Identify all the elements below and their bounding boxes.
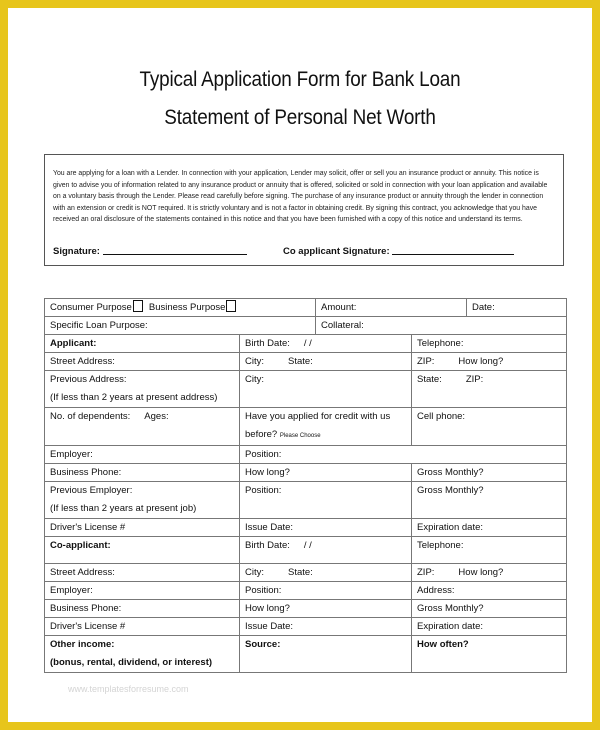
document-subtitle: Statement of Personal Net Worth <box>164 106 436 129</box>
purpose-cell <box>45 299 316 317</box>
signature-label: Signature: <box>53 246 100 257</box>
applied-before-cell[interactable] <box>240 408 412 446</box>
co-business-phone-label: Business Phone: <box>50 603 122 614</box>
business-phone-cell[interactable] <box>45 464 240 482</box>
date-label: Date: <box>472 302 495 313</box>
co-telephone-cell[interactable] <box>412 537 567 564</box>
co-employer-label: Employer: <box>50 585 93 596</box>
table-row <box>45 519 567 537</box>
specific-purpose-label: Specific Loan Purpose: <box>50 320 148 331</box>
table-row <box>45 618 567 636</box>
cell-phone-label: Cell phone: <box>417 411 466 422</box>
insurance-notice-box <box>44 154 564 266</box>
please-choose-select[interactable]: Please Choose <box>279 433 321 439</box>
co-employer-cell[interactable] <box>45 582 240 600</box>
signature-field[interactable] <box>53 246 247 257</box>
table-row <box>45 636 567 673</box>
co-position-label: Position: <box>245 585 282 596</box>
previous-position-cell[interactable] <box>240 482 412 519</box>
how-long-label: How long? <box>458 356 504 367</box>
table-row <box>45 408 567 446</box>
collateral-label: Collateral: <box>321 320 364 331</box>
birth-date-label: Birth Date: <box>245 338 290 349</box>
table-row <box>45 482 567 519</box>
previous-address-label: Previous Address: <box>50 374 127 385</box>
dependents-cell[interactable] <box>45 408 240 446</box>
previous-position-label: Position: <box>245 485 282 496</box>
co-how-long-label: How long? <box>458 567 504 578</box>
expiration-date-label: Expiration date: <box>417 522 484 533</box>
birth-date-cell[interactable] <box>240 335 412 353</box>
zip-label: ZIP: <box>417 356 435 367</box>
loan-application-table <box>44 298 567 673</box>
co-birth-date-label: Birth Date: <box>245 540 290 551</box>
expiration-date-cell[interactable] <box>412 519 567 537</box>
co-how-long-job-cell[interactable] <box>240 600 412 618</box>
co-birth-date-cell[interactable] <box>240 537 412 564</box>
business-purpose-label: Business Purpose <box>148 302 226 313</box>
specific-purpose-cell[interactable] <box>45 317 316 335</box>
co-issue-date-label: Issue Date: <box>245 621 294 632</box>
table-row <box>45 564 567 582</box>
document-title: Typical Application Form for Bank Loan <box>139 68 461 91</box>
previous-state-label: State: <box>417 374 442 385</box>
business-phone-label: Business Phone: <box>50 467 122 478</box>
co-expiration-date-label: Expiration date: <box>417 621 484 632</box>
co-business-phone-cell[interactable] <box>45 600 240 618</box>
business-purpose-checkbox[interactable] <box>226 300 236 312</box>
co-gross-monthly-cell[interactable] <box>412 600 567 618</box>
consumer-purpose-checkbox[interactable] <box>133 300 143 312</box>
co-applicant-label: Co-applicant: <box>50 540 111 551</box>
street-address-cell[interactable] <box>45 353 240 371</box>
applicant-label: Applicant: <box>50 338 97 349</box>
co-city-label: City: <box>245 567 264 578</box>
co-drivers-license-label: Driver's License # <box>50 621 126 632</box>
watermark: www.templatesforresume.com <box>68 684 189 694</box>
street-address-label: Street Address: <box>50 356 115 367</box>
table-row <box>45 317 567 335</box>
job-how-long-label: How long? <box>245 467 290 478</box>
employer-label: Employer: <box>50 449 93 460</box>
previous-employer-note: (If less than 2 years at present job) <box>50 503 197 514</box>
co-applicant-signature-line <box>392 253 514 255</box>
telephone-cell[interactable] <box>412 335 567 353</box>
source-label: Source: <box>245 639 281 650</box>
state-label: State: <box>288 356 313 367</box>
co-issue-date-cell[interactable] <box>240 618 412 636</box>
consumer-purpose-label: Consumer Purpose <box>50 302 132 313</box>
gross-monthly-cell[interactable] <box>412 464 567 482</box>
dependents-label: No. of dependents: <box>50 411 131 422</box>
co-city-state-cell[interactable] <box>240 564 412 582</box>
other-income-cell[interactable] <box>45 636 240 673</box>
source-cell[interactable] <box>240 636 412 673</box>
table-row <box>45 353 567 371</box>
previous-address-cell[interactable] <box>45 371 240 408</box>
insurance-notice-text: You are applying for a loan with a Lender. In connection with your application, Lender may solicit, offer or sell you an insurance product or annuity. This notice is given to advise you of information related to any insurance product or annuity that is offered, solicited or sold in connection with your loan application and available on a voluntary basis through the Lender. Please read carefully before signing. The purchase of any insurance product or annuity through the lender in connection with an extension or credit is NOT required. It is strictly voluntary and is not a factor in obtaining credit. By signing this contract, you acknowledge that you have received an oral disclosure of the statements contained in this notice and that you have been furnished with a copy of this notice and understand its terms. <box>53 170 548 224</box>
amount-cell[interactable] <box>316 299 467 317</box>
cell-phone-cell[interactable] <box>412 408 567 446</box>
co-applicant-signature-label: Co applicant Signature: <box>283 246 390 257</box>
co-position-cell[interactable] <box>240 582 412 600</box>
co-applicant-signature-field[interactable] <box>283 246 514 257</box>
table-row <box>45 446 567 464</box>
applied-before-label: Have you applied for credit with us <box>245 411 391 422</box>
co-gross-monthly-label: Gross Monthly? <box>417 603 484 614</box>
issue-date-cell[interactable] <box>240 519 412 537</box>
previous-gross-monthly-cell[interactable] <box>412 482 567 519</box>
co-street-address-label: Street Address: <box>50 567 115 578</box>
table-row <box>45 600 567 618</box>
co-street-address-cell[interactable] <box>45 564 240 582</box>
date-cell[interactable] <box>467 299 567 317</box>
how-often-cell[interactable] <box>412 636 567 673</box>
amount-label: Amount: <box>321 302 357 313</box>
previous-zip-label: ZIP: <box>465 374 484 385</box>
co-expiration-date-cell[interactable] <box>412 618 567 636</box>
other-income-note: (bonus, rental, dividend, or interest) <box>50 657 213 668</box>
gross-monthly-label: Gross Monthly? <box>417 467 484 478</box>
previous-city-cell[interactable] <box>240 371 412 408</box>
previous-employer-label: Previous Employer: <box>50 485 133 496</box>
co-zip-how-long-cell[interactable] <box>412 564 567 582</box>
previous-gross-monthly-label: Gross Monthly? <box>417 485 484 496</box>
document-page <box>8 8 592 722</box>
table-row <box>45 537 567 564</box>
drivers-license-label: Driver's License # <box>50 522 126 533</box>
signature-line <box>103 253 247 255</box>
zip-how-long-cell[interactable] <box>412 353 567 371</box>
previous-state-zip-cell[interactable] <box>412 371 567 408</box>
drivers-license-cell[interactable] <box>45 519 240 537</box>
collateral-cell[interactable] <box>316 317 567 335</box>
city-label: City: <box>245 356 264 367</box>
co-birth-date-slashes: / / <box>303 540 312 551</box>
co-applicant-header-cell <box>45 537 240 564</box>
position-cell[interactable] <box>240 446 567 464</box>
before-label: before? <box>245 429 278 440</box>
table-row <box>45 335 567 353</box>
co-address-cell[interactable] <box>412 582 567 600</box>
table-row <box>45 299 567 317</box>
issue-date-label: Issue Date: <box>245 522 294 533</box>
previous-address-note: (If less than 2 years at present address) <box>50 392 218 403</box>
telephone-label: Telephone: <box>417 338 464 349</box>
other-income-label: Other income: <box>50 639 115 650</box>
co-address-label: Address: <box>417 585 455 596</box>
position-label: Position: <box>245 449 282 460</box>
how-often-label: How often? <box>417 639 469 650</box>
table-row <box>45 371 567 408</box>
table-row <box>45 582 567 600</box>
birth-date-slashes: / / <box>303 338 312 349</box>
previous-employer-cell[interactable] <box>45 482 240 519</box>
table-row <box>45 464 567 482</box>
co-telephone-label: Telephone: <box>417 540 464 551</box>
ages-label: Ages: <box>144 411 169 422</box>
co-state-label: State: <box>288 567 313 578</box>
city-state-cell[interactable] <box>240 353 412 371</box>
applicant-header-cell <box>45 335 240 353</box>
co-drivers-license-cell[interactable] <box>45 618 240 636</box>
co-job-how-long-label: How long? <box>245 603 290 614</box>
employer-cell[interactable] <box>45 446 240 464</box>
previous-city-label: City: <box>245 374 264 385</box>
co-zip-label: ZIP: <box>417 567 435 578</box>
job-how-long-cell[interactable] <box>240 464 412 482</box>
